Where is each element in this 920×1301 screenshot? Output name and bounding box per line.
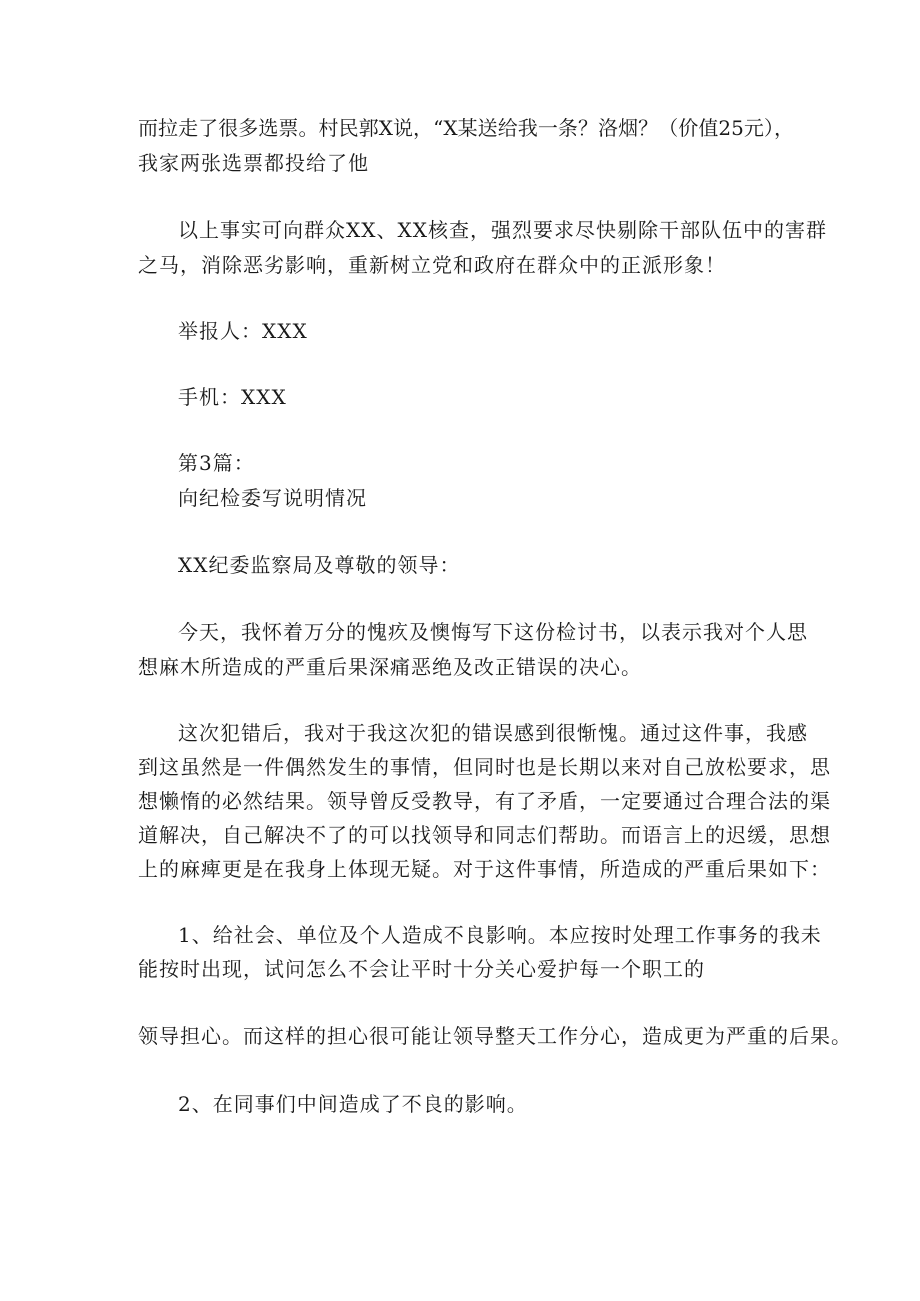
paragraph-4-line-5: 上的麻痺更是在我身上体现无疑。对于这件事情，所造成的严重后果如下：	[138, 857, 831, 881]
paragraph-4-line-3: 想懒惰的必然结果。领导曾反受教导，有了矛盾，一定要通过合理合法的渠	[138, 789, 831, 813]
paragraph-4-line-2: 到这虽然是一件偶然发生的事情，但同时也是长期以来对自己放松要求，思	[138, 755, 831, 779]
paragraph-3-line-2: 想麻木所造成的严重后果深痛恶绝及改正错误的决心。	[138, 655, 642, 679]
section-title: 向纪检委写说明情况	[178, 486, 367, 510]
paragraph-1-line-2: 我家两张选票都投给了他	[138, 151, 369, 175]
paragraph-2-line-2: 之马，消除恶劣影响，重新树立党和政府在群众中的正派形象！	[138, 253, 726, 277]
section-number: 第3篇：	[178, 451, 255, 475]
paragraph-5-line-1: 1、给社会、单位及个人造成不良影响。本应按时处理工作事务的我未	[178, 923, 822, 947]
phone-line: 手机：XXX	[178, 385, 287, 409]
paragraph-3-line-1: 今天，我怀着万分的愧疚及懊悔写下这份检讨书，以表示我对个人思	[178, 620, 808, 644]
reporter-line: 举报人：XXX	[178, 319, 308, 343]
paragraph-1-line-1: 而拉走了很多选票。村民郭X说，“X某送给我一条？洛烟？（价值25元），	[138, 116, 794, 140]
paragraph-6-line-1: 领导担心。而这样的担心很可能让领导整天工作分心，造成更为严重的后果。	[138, 1024, 852, 1048]
paragraph-2-line-1: 以上事实可向群众XX、XX核查，强烈要求尽快剔除干部队伍中的害群	[178, 218, 827, 242]
salutation: XX纪委监察局及尊敬的领导：	[178, 553, 461, 577]
paragraph-7-line-1: 2、在同事们中间造成了不良的影响。	[178, 1092, 528, 1116]
paragraph-4-line-4: 道解决，自己解决不了的可以找领导和同志们帮助。而语言上的迟缓，思想	[138, 823, 831, 847]
paragraph-4-line-1: 这次犯错后，我对于我这次犯的错误感到很惭愧。通过这件事，我感	[178, 721, 808, 745]
paragraph-5-line-2: 能按时出现，试问怎么不会让平时十分关心爱护每一个职工的	[138, 957, 705, 981]
